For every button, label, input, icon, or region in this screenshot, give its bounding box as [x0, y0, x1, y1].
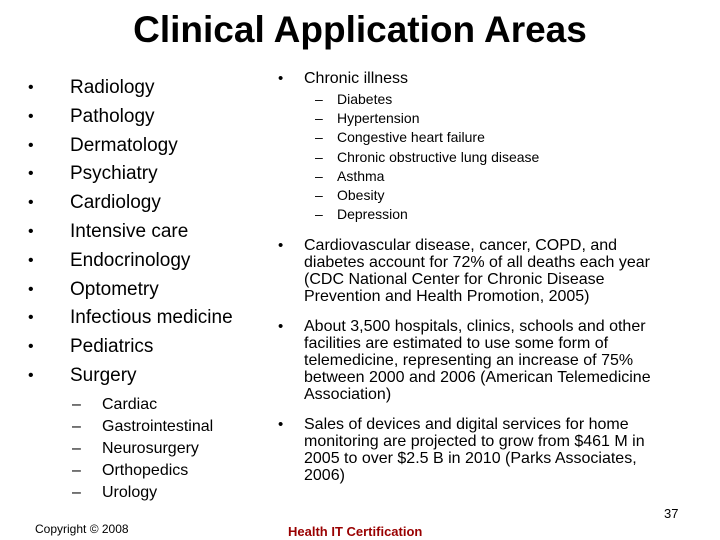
sublist-item	[72, 482, 268, 504]
sublist-item	[315, 167, 668, 186]
bullet: •	[28, 309, 34, 327]
list-item	[28, 189, 268, 218]
dash: –	[315, 110, 323, 127]
left-column	[28, 74, 268, 504]
list-item-text: Sales of devices and digital services for home monitoring are projected to grow from $461 M in 2005 to over $2.5 B in 2010 (Parks Associates, 2006)	[304, 416, 645, 485]
sublist-item-text: Asthma	[337, 167, 385, 184]
bullet: •	[278, 318, 284, 336]
dash: –	[72, 483, 81, 501]
sublist-item	[315, 109, 668, 128]
sublist-item	[72, 394, 268, 416]
list-item-text: Chronic illness	[304, 70, 409, 87]
bullet: •	[28, 366, 34, 384]
sublist-item-text: Diabetes	[337, 91, 393, 107]
list-item-chronic-illness	[278, 70, 668, 87]
sublist-item	[315, 90, 668, 109]
bullet: •	[28, 222, 34, 240]
sublist-item-text: Neurosurgery	[102, 439, 199, 457]
bullet: •	[28, 280, 34, 298]
sublist-item-text: Congestive heart failure	[337, 129, 485, 146]
copyright-footer: Copyright © 2008	[35, 522, 129, 536]
list-item-text: Pediatrics	[70, 336, 154, 358]
bullet: •	[28, 194, 34, 212]
footer-center-text: Health IT Certification	[288, 524, 423, 539]
sublist-item-text: Gastrointestinal	[102, 417, 214, 435]
list-item	[28, 304, 268, 333]
list-item-text: About 3,500 hospitals, clinics, schools and other facilities are estimated to use some form of telemedicine, representing an increase of 75% between 2000 and 2006 (American Telemedicine Association)	[304, 318, 651, 404]
sublist-item-text: Obesity	[337, 187, 385, 204]
list-item	[28, 160, 268, 189]
bullet: •	[28, 79, 34, 96]
list-item-text: Dermatology	[70, 134, 178, 156]
list-item-text: Optometry	[70, 278, 159, 300]
bullet: •	[28, 136, 34, 154]
bullet: •	[28, 251, 34, 269]
dash: –	[315, 167, 323, 184]
list-item-text: Infectious medicine	[70, 307, 233, 329]
dash: –	[315, 206, 323, 223]
list-item	[28, 333, 268, 362]
surgery-sublist	[28, 394, 268, 504]
dash: –	[315, 187, 323, 204]
sublist-item-text: Orthopedics	[102, 461, 189, 479]
sublist-item	[315, 186, 668, 205]
bullet: •	[278, 237, 284, 255]
bullet: •	[28, 107, 34, 125]
bullet: •	[278, 70, 284, 87]
sublist-item	[72, 416, 268, 438]
dash: –	[315, 91, 323, 107]
list-item	[28, 74, 268, 103]
list-item-text: Pathology	[70, 105, 155, 127]
slide-title: Clinical Application Areas	[133, 9, 587, 50]
list-item	[28, 362, 268, 391]
list-item-text: Radiology	[70, 77, 155, 98]
list-item	[28, 247, 268, 276]
bullet: •	[278, 416, 284, 434]
page-number: 37	[664, 506, 679, 521]
bullet: •	[28, 338, 34, 356]
dash: –	[72, 417, 81, 435]
sublist-item-text: Depression	[337, 206, 408, 223]
sublist-item	[315, 205, 668, 224]
chronic-illness-sublist	[278, 90, 668, 224]
dash: –	[72, 461, 81, 479]
sublist-item-text: Cardiac	[102, 395, 158, 413]
list-item-sales	[278, 416, 668, 484]
sublist-item-text: Urology	[102, 483, 158, 501]
sublist-item	[72, 438, 268, 460]
list-item-text: Intensive care	[70, 220, 189, 242]
list-item	[28, 218, 268, 247]
list-item-text: Surgery	[70, 364, 137, 386]
sublist-item	[72, 460, 268, 482]
dash: –	[72, 439, 81, 457]
sublist-item	[315, 128, 668, 147]
sublist-item	[315, 148, 668, 167]
sublist-item-text: Hypertension	[337, 110, 420, 127]
list-item	[28, 276, 268, 305]
list-item	[28, 103, 268, 132]
sublist-item-text: Chronic obstructive lung disease	[337, 148, 540, 165]
list-item-text: Cardiovascular disease, cancer, COPD, and diabetes account for 72% of all deaths each year (CDC National Center for Chronic Disease Prevention and Health Promotion, 2005)	[304, 237, 650, 306]
dash: –	[315, 129, 323, 146]
list-item-cardiovascular	[278, 237, 668, 305]
right-column	[278, 70, 668, 484]
list-item-text: Cardiology	[70, 192, 161, 214]
list-item-hospitals	[278, 318, 668, 403]
dash: –	[315, 148, 323, 165]
bullet: •	[28, 165, 34, 183]
list-item-text: Psychiatry	[70, 163, 158, 185]
list-item-text: Endocrinology	[70, 249, 191, 271]
dash: –	[72, 395, 81, 413]
list-item	[28, 132, 268, 161]
